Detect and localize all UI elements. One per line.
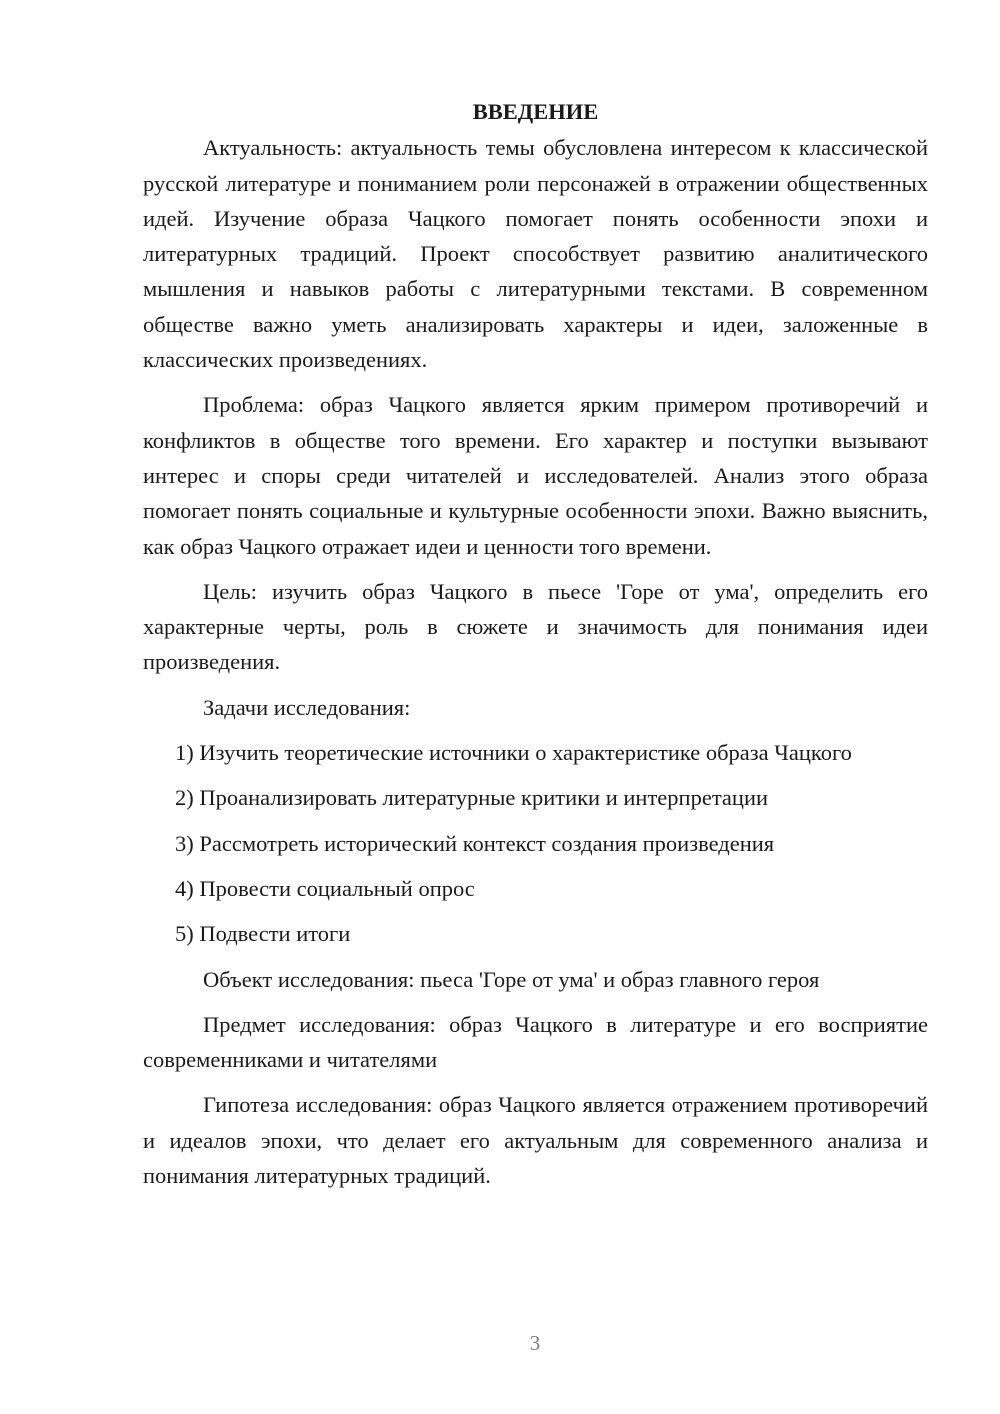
document-page: [143, 94, 928, 1203]
subject-paragraph: Предмет исследования: образ Чацкого в литературе и его восприятие современниками и читателями: [143, 1011, 928, 1073]
goal-paragraph: Цель: изучить образ Чацкого в пьесе 'Горе от ума', определить его характерные черты, роль в сюжете и значимость для понимания идеи произведения.: [143, 578, 928, 675]
tasks-heading: Задачи исследования:: [203, 694, 411, 720]
hypothesis-paragraph: Гипотеза исследования: образ Чацкого является отражением противоречий и идеалов эпохи, что делает его актуальным для современного анализа и понимания литературных традиций.: [143, 1092, 928, 1189]
task-item-1: 1) Изучить теоретические источники о характеристике образа Чацкого: [175, 740, 852, 766]
task-item-3: 3) Рассмотреть исторический контекст создания произведения: [175, 830, 775, 856]
task-item-2: 2) Проанализировать литературные критики и интерпретации: [175, 785, 769, 811]
task-item-4: 4) Провести социальный опрос: [175, 875, 475, 901]
page-title: ВВЕДЕНИЕ: [472, 99, 599, 124]
task-item-5: 5) Подвести итоги: [175, 921, 351, 947]
problem-paragraph: Проблема: образ Чацкого является ярким примером противоречий и конфликтов в обществе того времени. Его характер и поступки вызывают интерес и споры среди читателей и исследователей. Анализ этого образа помогает понять социальные и культурные особенности эпохи. Важно выяснить, как образ Чацкого отражает идеи и ценности того времени.: [143, 392, 928, 559]
object-paragraph: Объект исследования: пьеса 'Горе от ума' и образ главного героя: [203, 966, 820, 992]
relevance-paragraph: Актуальность: актуальность темы обусловлена интересом к классической русской литературе и пониманием роли персонажей в отражении общественных идей. Изучение образа Чацкого помогает понять особенности эпохи и литературных традиций. Проект способствует развитию аналитического мышления и навыков работы с литературными текстами. В современном обществе важно уметь анализировать характеры и идеи, заложенные в классических произведениях.: [143, 135, 928, 373]
page-number: 3: [529, 1331, 541, 1355]
